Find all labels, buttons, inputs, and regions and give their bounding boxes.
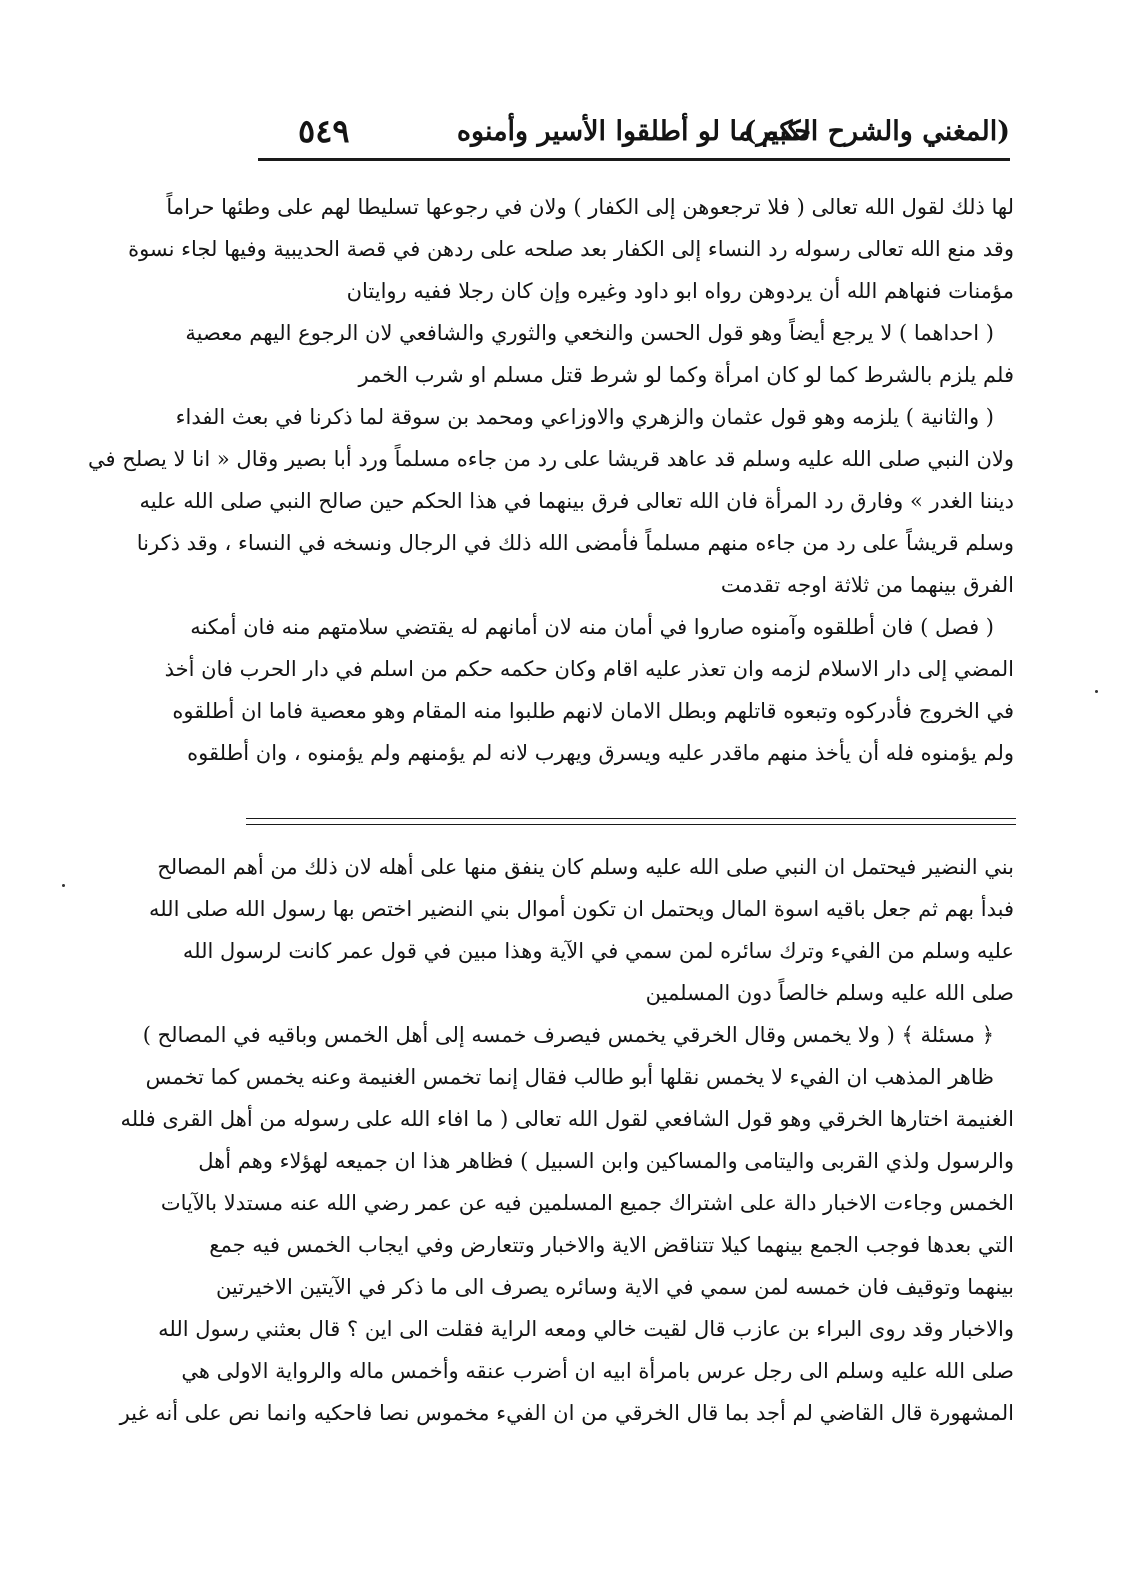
commentary-line: ظاهر المذهب ان الفيء لا يخمس نقلها أبو طالب فقال إنما تخمس الغنيمة وعنه يخمس كما تخمس bbox=[145, 1065, 994, 1089]
main-text bbox=[88, 186, 1014, 774]
page-header bbox=[258, 108, 1010, 164]
commentary-line: صلى الله عليه وسلم الى رجل عرس بامرأة ابيه ان أضرب عنقه وأخمس ماله والرواية الاولى هي bbox=[181, 1359, 1014, 1383]
commentary-line: المشهورة قال القاضي لم أجد بما قال الخرقي من ان الفيء مخموس نصا فاحكيه وانما نص على أنه غير bbox=[119, 1401, 1014, 1425]
scan-speck bbox=[62, 884, 65, 887]
commentary-line: والرسول ولذي القربى واليتامى والمساكين وابن السبيل ) فظاهر هذا ان جميعه لهؤلاء وهم أهل bbox=[198, 1149, 1014, 1173]
commentary-text bbox=[119, 846, 1014, 1434]
main-line: الفرق بينهما من ثلاثة اوجه تقدمت bbox=[720, 573, 1014, 597]
main-line: ولان النبي صلى الله عليه وسلم قد عاهد قريشا على رد من جاءه مسلماً ورد أبا بصير وقال « انا لا يصلح في bbox=[88, 447, 1014, 471]
commentary-line: الغنيمة اختارها الخرقي وهو قول الشافعي لقول الله تعالى ( ما افاء الله على رسوله من أهل القرى فلله bbox=[120, 1107, 1014, 1131]
main-line: وقد منع الله تعالى رسوله رد النساء إلى الكفار بعد صلحه على ردهن في قصة الحديبية وفيها لجاء نسوة bbox=[128, 237, 1014, 261]
commentary-line: عليه وسلم من الفيء وترك سائره لمن سمي في الآية وهذا مبين في قول عمر كانت لرسول الله bbox=[182, 939, 1014, 963]
main-line: ( احداهما ) لا يرجع أيضاً وهو قول الحسن والنخعي والثوري والشافعي لان الرجوع اليهم معصية bbox=[185, 321, 994, 345]
commentary-line: ﴿ مسئلة ﴾ ( ولا يخمس وقال الخرقي يخمس فيصرف خمسه إلى أهل الخمس وباقيه في المصالح ) bbox=[142, 1023, 994, 1047]
commentary-line: الخمس وجاءت الاخبار دالة على اشتراك جميع المسلمين فيه عن عمر رضي الله عنه مستدلا بالآيات bbox=[160, 1191, 1014, 1215]
main-line: وسلم قريشاً على رد من جاءه منهم مسلماً فأمضى الله ذلك في الرجال ونسخه في النساء ، وقد ذكرنا bbox=[136, 531, 1014, 555]
main-line: ( والثانية ) يلزمه وهو قول عثمان والزهري والاوزاعي ومحمد بن سوقة لما ذكرنا في بعث الفداء bbox=[175, 405, 994, 429]
header-rule bbox=[258, 158, 1010, 161]
main-line: المضي إلى دار الاسلام لزمه وان تعذر عليه اقام وكان حكمه حكم من اسلم في دار الحرب فان أخذ bbox=[164, 657, 1014, 681]
commentary-line: بينهما وتوقيف فان خمسه لمن سمي في الاية وسائره يصرف الى ما ذكر في الآيتين الاخيرتين bbox=[215, 1275, 1014, 1299]
commentary-line: بني النضير فيحتمل ان النبي صلى الله عليه وسلم كان ينفق منها على أهله لان ذلك من أهم المصالح bbox=[157, 855, 1014, 879]
book-title: (المغني والشرح الكبير) bbox=[743, 116, 1010, 147]
section-divider bbox=[246, 818, 1016, 825]
main-line: ديننا الغدر » وفارق رد المرأة فان الله تعالى فرق بينهما في هذا الحكم حين صالح النبي صلى الله عليه bbox=[139, 489, 1014, 513]
main-line: لها ذلك لقول الله تعالى ( فلا ترجعوهن إلى الكفار ) ولان في رجوعها تسليطا لهم على وطئها حراماً bbox=[166, 195, 1014, 219]
commentary-line: والاخبار وقد روى البراء بن عازب قال لقيت خالي ومعه الراية فقلت الى اين ؟ قال بعثني رسول الله bbox=[158, 1317, 1014, 1341]
commentary-line: صلى الله عليه وسلم خالصاً دون المسلمين bbox=[645, 981, 1014, 1005]
scan-speck bbox=[1095, 690, 1098, 693]
main-line: ولم يؤمنوه فله أن يأخذ منهم ماقدر عليه ويسرق ويهرب لانه لم يؤمنهم ولم يؤمنوه ، وان أطلقوه bbox=[187, 741, 1014, 765]
main-line: فلم يلزم بالشرط كما لو كان امرأة وكما لو شرط قتل مسلم او شرب الخمر bbox=[358, 363, 1014, 387]
commentary-line: التي بعدها فوجب الجمع بينهما كيلا تتناقض الاية والاخبار وتتعارض وفي ايجاب الخمس فيه جمع bbox=[209, 1233, 1014, 1257]
main-line: ( فصل ) فان أطلقوه وآمنوه صاروا في أمان منه لان أمانهم له يقتضي سلامتهم منه فان أمكنه bbox=[190, 615, 994, 639]
commentary-line: فبدأ بهم ثم جعل باقيه اسوة المال ويحتمل ان تكون أموال بني النضير اختص بها رسول الله صلى الله bbox=[148, 897, 1014, 921]
section-title: حكم ما لو أطلقوا الأسير وأمنوه bbox=[456, 116, 812, 147]
main-line: في الخروج فأدركوه وتبعوه قاتلهم وبطل الامان لانهم طلبوا منه المقام وهو معصية فاما ان أطلقوه bbox=[172, 699, 1014, 723]
page-number: ٥٤٩ bbox=[298, 112, 350, 150]
main-line: مؤمنات فنهاهم الله أن يردوهن رواه ابو داود وغيره وإن كان رجلا ففيه روايتان bbox=[346, 279, 1014, 303]
